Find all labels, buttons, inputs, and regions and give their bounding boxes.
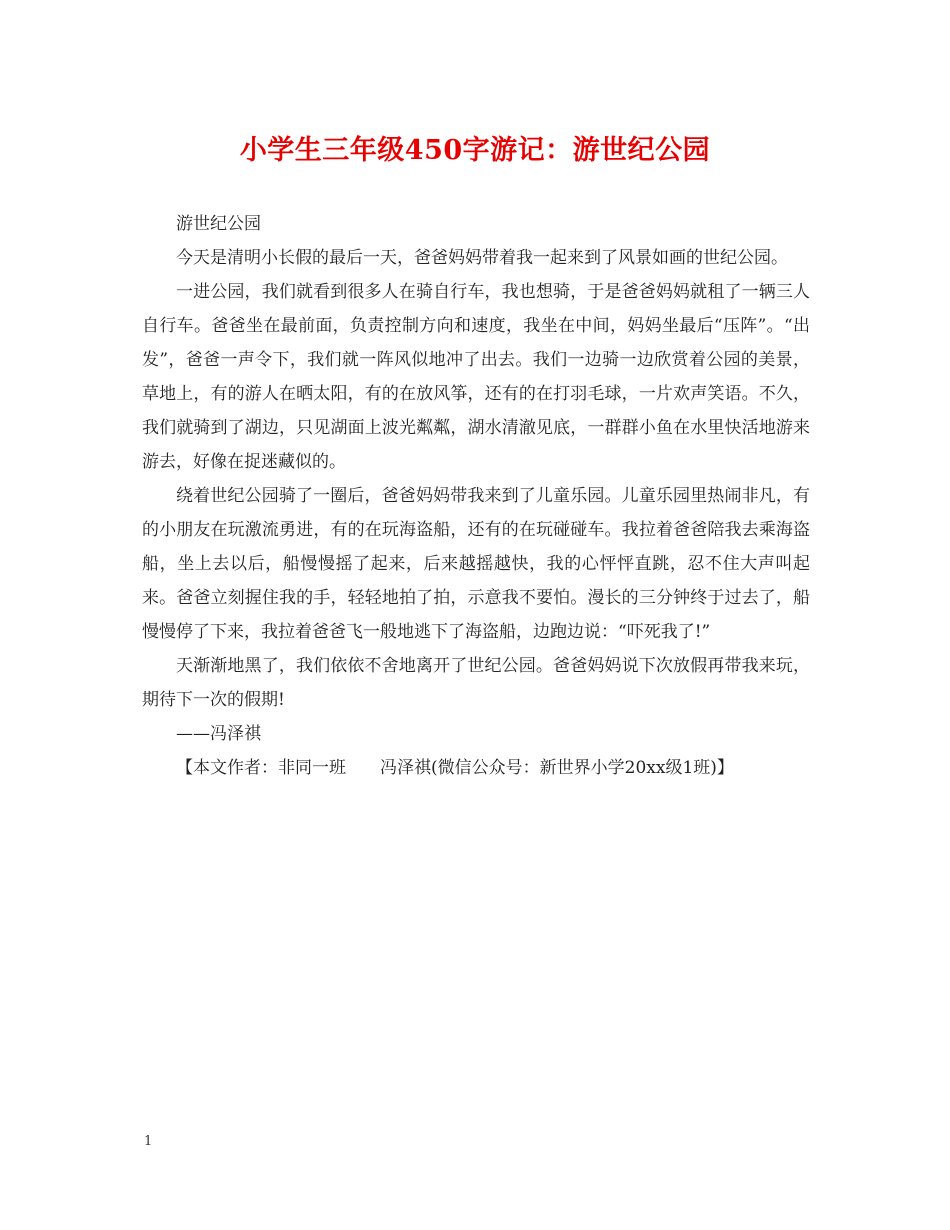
paragraph-ending: 天渐渐地黑了，我们依依不舍地离开了世纪公园。爸爸妈妈说下次放假再带我来玩，期待下一次的假期! [142,656,810,710]
paragraph-bike-ride: 一进公园，我们就看到很多人在骑自行车，我也想骑，于是爸爸妈妈就租了一辆三人自行车。爸爸坐在最前面，负责控制方向和速度，我坐在中间，妈妈坐最后“压阵”。“出发”，爸爸一声令下，我们就一阵风似地冲了出去。我们一边骑一边欣赏着公园的美景，草地上，有的游人在晒太阳，有的在放风筝，还有的在打羽毛球，一片欢声笑语。不久，我们就骑到了湖边，只见湖面上波光粼粼，湖水清澈见底，一群群小鱼在水里快活地游来游去，好像在捉迷藏似的。 [142,282,810,472]
paragraph-playground: 绕着世纪公园骑了一圈后，爸爸妈妈带我来到了儿童乐园。儿童乐园里热闹非凡，有的小朋友在玩激流勇进，有的在玩海盗船，还有的在玩碰碰车。我拉着爸爸陪我去乘海盗船，坐上去以后，船慢慢摇了起来，后来越摇越快，我的心怦怦直跳，忍不住大声叫起来。爸爸立刻握住我的手，轻轻地拍了拍，示意我不要怕。漫长的三分钟终于过去了，船慢慢停了下来，我拉着爸爸飞一般地逃下了海盗船，边跑边说：“吓死我了!” [142,486,810,642]
paragraph-subtitle: 游世纪公园 [176,214,261,234]
page-number: 1 [144,1134,153,1149]
paragraph-author-note: 【本文作者：非同一班 冯泽祺(微信公众号：新世界小学20xx级1班)】 [176,758,734,778]
paragraph-intro: 今天是清明小长假的最后一天，爸爸妈妈带着我一起来到了风景如画的世纪公园。 [176,248,788,268]
document-body [142,207,810,785]
paragraph-signature: ——冯泽祺 [176,724,261,744]
document-title: 小学生三年级450字游记：游世纪公园 [239,135,711,166]
